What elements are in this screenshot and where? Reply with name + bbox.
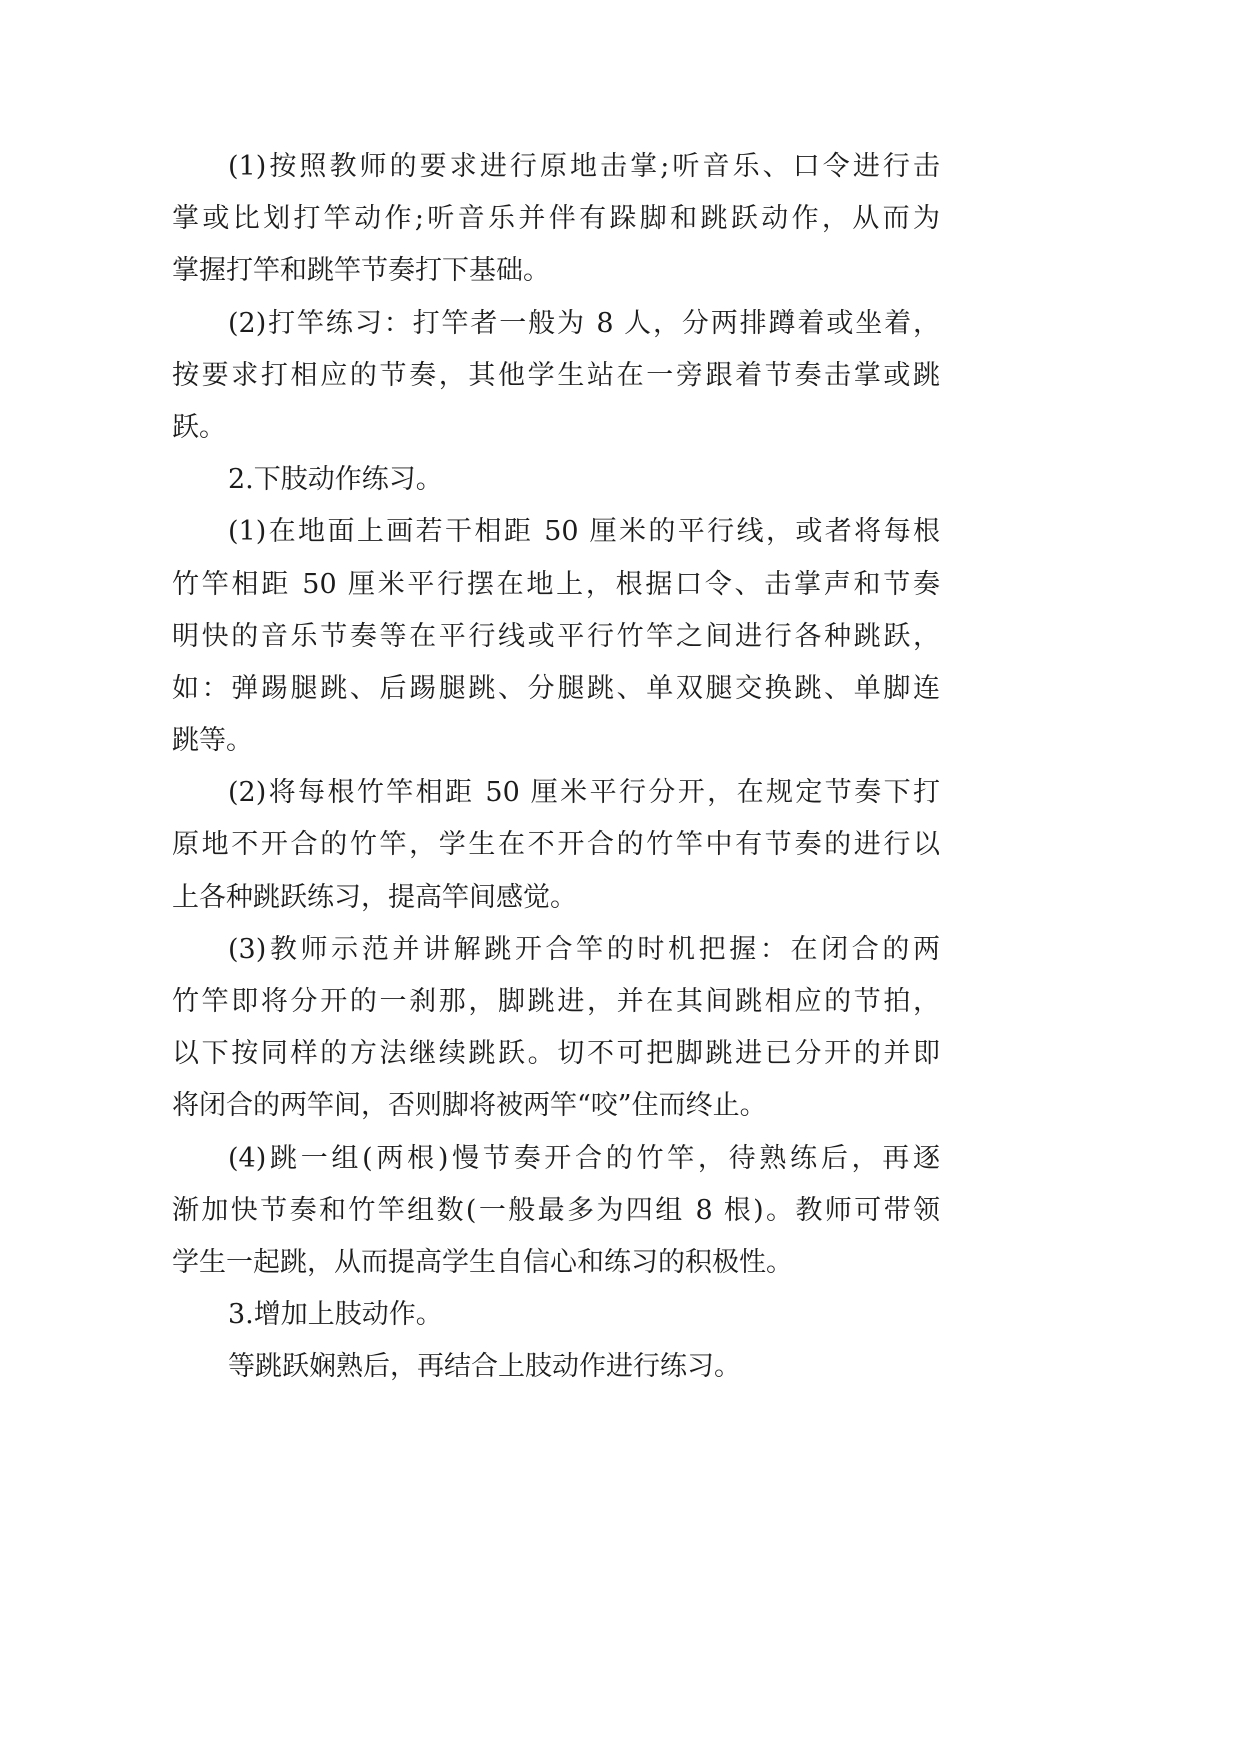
text-line: 等跳跃娴熟后，再结合上肢动作进行练习。 — [228, 1351, 741, 1383]
text-line: 按要求打相应的节奏，其他学生站在一旁跟着节奏击掌或跳 — [172, 359, 940, 391]
paragraph-pole-striking — [172, 298, 940, 455]
text-line: 明快的音乐节奏等在平行线或平行竹竿之间进行各种跳跃， — [172, 620, 940, 652]
text-line: 上各种跳跃练习，提高竿间感觉。 — [172, 881, 577, 913]
text-line: 跃。 — [172, 411, 226, 443]
text-line: (2)将每根竹竿相距 50 厘米平行分开，在规定节奏下打 — [228, 777, 940, 809]
paragraph-timing-demo — [172, 924, 940, 1133]
text-line: (2)打竿练习：打竿者一般为 8 人，分两排蹲着或坐着， — [228, 307, 940, 339]
paragraph-parallel-lines — [172, 506, 940, 767]
text-line: 跳等。 — [172, 725, 253, 757]
text-line: 竹竿即将分开的一刹那，脚跳进，并在其间跳相应的节拍， — [172, 986, 940, 1017]
text-line: (4)跳一组(两根)慢节奏开合的竹竿，待熟练后，再逐 — [228, 1142, 940, 1174]
paragraph-jump-basics — [172, 141, 940, 298]
text-line: 学生一起跳，从而提高学生自信心和练习的积极性。 — [172, 1246, 793, 1278]
text-line: 渐加快节奏和竹竿组数(一般最多为四组 8 根)。教师可带领 — [172, 1194, 940, 1226]
text-line: (3)教师示范并讲解跳开合竿的时机把握：在闭合的两 — [228, 933, 940, 965]
section-heading: 2.下肢动作练习。 — [228, 464, 443, 496]
text-line: (1)在地面上画若干相距 50 厘米的平行线，或者将每根 — [228, 516, 940, 548]
text-line: 掌或比划打竿动作;听音乐并伴有跺脚和跳跃动作，从而为 — [172, 203, 940, 235]
text-line: 原地不开合的竹竿，学生在不开合的竹竿中有节奏的进行以 — [172, 829, 940, 861]
paragraph-slow-rhythm — [172, 1133, 940, 1290]
text-line: (1)按照教师的要求进行原地击掌;听音乐、口令进行击 — [228, 151, 940, 182]
text-line: 如：弹踢腿跳、后踢腿跳、分腿跳、单双腿交换跳、单脚连 — [172, 672, 940, 704]
section-heading-lower-limb — [172, 454, 940, 506]
section-heading: 3.增加上肢动作。 — [228, 1299, 443, 1331]
text-line: 掌握打竿和跳竿节奏打下基础。 — [172, 255, 550, 287]
document-body — [172, 141, 940, 1394]
paragraph-combine-upper-limb — [172, 1341, 940, 1393]
paragraph-static-poles — [172, 767, 940, 924]
text-line: 以下按同样的方法继续跳跃。切不可把脚跳进已分开的并即 — [172, 1038, 940, 1070]
section-heading-upper-limb — [172, 1289, 940, 1341]
text-line: 竹竿相距 50 厘米平行摆在地上，根据口令、击掌声和节奏 — [172, 568, 940, 600]
text-line: 将闭合的两竿间，否则脚将被两竿“咬”住而终止。 — [172, 1090, 767, 1122]
